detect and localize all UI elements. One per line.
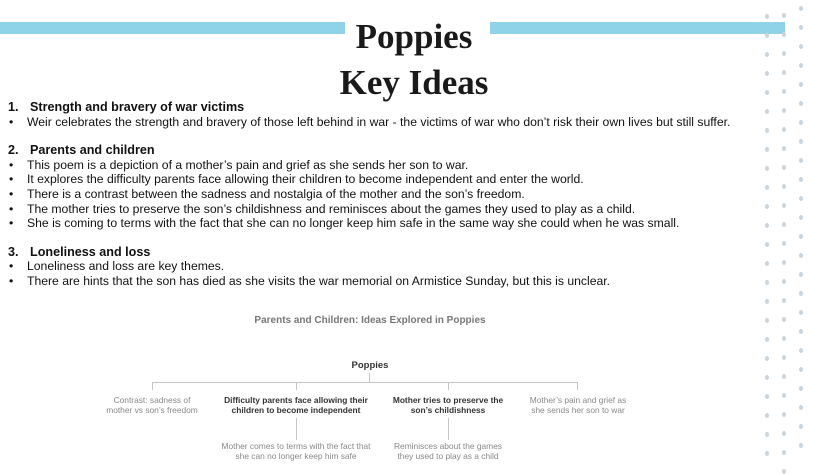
decor-dot <box>782 89 786 94</box>
diagram-title: Parents and Children: Ideas Explored in Poppies <box>254 315 486 326</box>
decor-dot <box>782 279 786 284</box>
bullet-item: • There are hints that the son has died as she visits the war memorial on Armistice Sunday, but this is unclear. <box>8 274 748 289</box>
connector-line <box>152 382 153 390</box>
mind-map-diagram <box>0 312 828 466</box>
connector-line <box>448 418 449 440</box>
decor-dot <box>765 128 769 133</box>
decor-dot <box>799 272 803 277</box>
decor-dot <box>782 241 786 246</box>
section-number: 3. <box>8 244 19 259</box>
decor-dot <box>799 120 803 125</box>
diagram-branch-node: Contrast: sadness of mother vs son’s freedom <box>106 395 198 415</box>
decor-dot <box>765 185 769 190</box>
decor-dot <box>782 146 786 151</box>
decor-dot <box>782 108 786 113</box>
decor-dot <box>799 44 803 49</box>
section-number: 1. <box>8 100 19 114</box>
connector-line <box>296 382 297 390</box>
decor-dot <box>765 204 769 209</box>
decor-dot <box>765 90 769 95</box>
decor-dot <box>765 52 769 57</box>
section-heading <box>8 100 748 115</box>
decor-dot <box>782 469 786 474</box>
connector-line <box>369 373 370 382</box>
decor-dot <box>782 184 786 189</box>
decor-dot <box>765 109 769 114</box>
decor-dot <box>782 222 786 227</box>
decor-dot <box>799 196 803 201</box>
decor-dot <box>782 165 786 170</box>
diagram-branch-node: Mother tries to preserve the son’s childishness <box>392 395 504 415</box>
diagram-leaf-node: Reminisces about the games they used to play as a child <box>394 441 502 461</box>
decor-dot <box>765 71 769 76</box>
diagram-branch-node: Mother’s pain and grief as she sends her son to war <box>529 395 627 415</box>
decor-dot <box>765 14 769 19</box>
decor-dot <box>782 203 786 208</box>
decor-dot <box>799 6 803 11</box>
connector-line <box>152 382 578 383</box>
bullet-item: • Loneliness and loss are key themes. <box>8 259 748 274</box>
page-title <box>0 14 828 106</box>
title-line-1: Poppies <box>355 17 473 56</box>
decor-dot <box>782 298 786 303</box>
decor-dot <box>765 147 769 152</box>
section-1 <box>8 100 748 129</box>
section-number: 2. <box>8 143 19 158</box>
connector-line <box>448 382 449 390</box>
decor-dot <box>799 234 803 239</box>
decor-dot <box>799 101 803 106</box>
decor-dot <box>765 166 769 171</box>
decor-dot <box>782 127 786 132</box>
decor-dot <box>799 215 803 220</box>
section-heading-text: Loneliness and loss <box>30 244 151 259</box>
bullet-item: • Weir celebrates the strength and bravery of those left behind in war - the victims of war who don’t risk their own lives but still suffer. <box>8 115 748 130</box>
decor-dot <box>799 158 803 163</box>
title-line-2: Key Ideas <box>339 63 489 102</box>
decor-dot <box>799 139 803 144</box>
decor-dot <box>782 51 786 56</box>
section-heading <box>8 245 748 260</box>
section-heading <box>8 143 748 158</box>
decor-dot <box>765 223 769 228</box>
decor-dot <box>782 13 786 18</box>
decor-dot <box>765 280 769 285</box>
decor-dot <box>765 242 769 247</box>
decor-dot <box>799 63 803 68</box>
decor-dot <box>765 261 769 266</box>
decor-dot <box>782 70 786 75</box>
bullet-item: • It explores the difficulty parents face allowing their children to become independent and enter the world. <box>8 172 748 187</box>
section-heading-text: Parents and children <box>30 143 155 158</box>
key-ideas-content <box>8 100 748 289</box>
bullet-item: • She is coming to terms with the fact that she can no longer keep him safe in the same way she could when he was small. <box>8 216 748 231</box>
bullet-item: • There is a contrast between the sadness and nostalgia of the mother and the son’s freedom. <box>8 187 748 202</box>
bullet-item: • The mother tries to preserve the son’s childishness and reminisces about the games they used to play as a child. <box>8 202 748 217</box>
section-2 <box>8 143 748 231</box>
section-3 <box>8 245 748 289</box>
decor-dot <box>765 299 769 304</box>
decor-dot <box>799 291 803 296</box>
diagram-branch-node: Difficulty parents face allowing their children to become independent <box>224 395 368 415</box>
decor-dot <box>782 260 786 265</box>
decor-dot <box>799 177 803 182</box>
bullet-item: • This poem is a depiction of a mother’s pain and grief as she sends her son to war. <box>8 158 748 173</box>
section-heading-text: Strength and bravery of war victims <box>30 100 245 114</box>
decor-dot <box>799 253 803 258</box>
diagram-root-node: Poppies <box>351 360 389 371</box>
decor-dot <box>799 82 803 87</box>
decor-dot <box>782 32 786 37</box>
decor-dot <box>799 25 803 30</box>
decor-dot <box>765 33 769 38</box>
diagram-leaf-node: Mother comes to terms with the fact that she can no longer keep him safe <box>221 441 371 461</box>
connector-line <box>577 382 578 390</box>
connector-line <box>296 418 297 440</box>
